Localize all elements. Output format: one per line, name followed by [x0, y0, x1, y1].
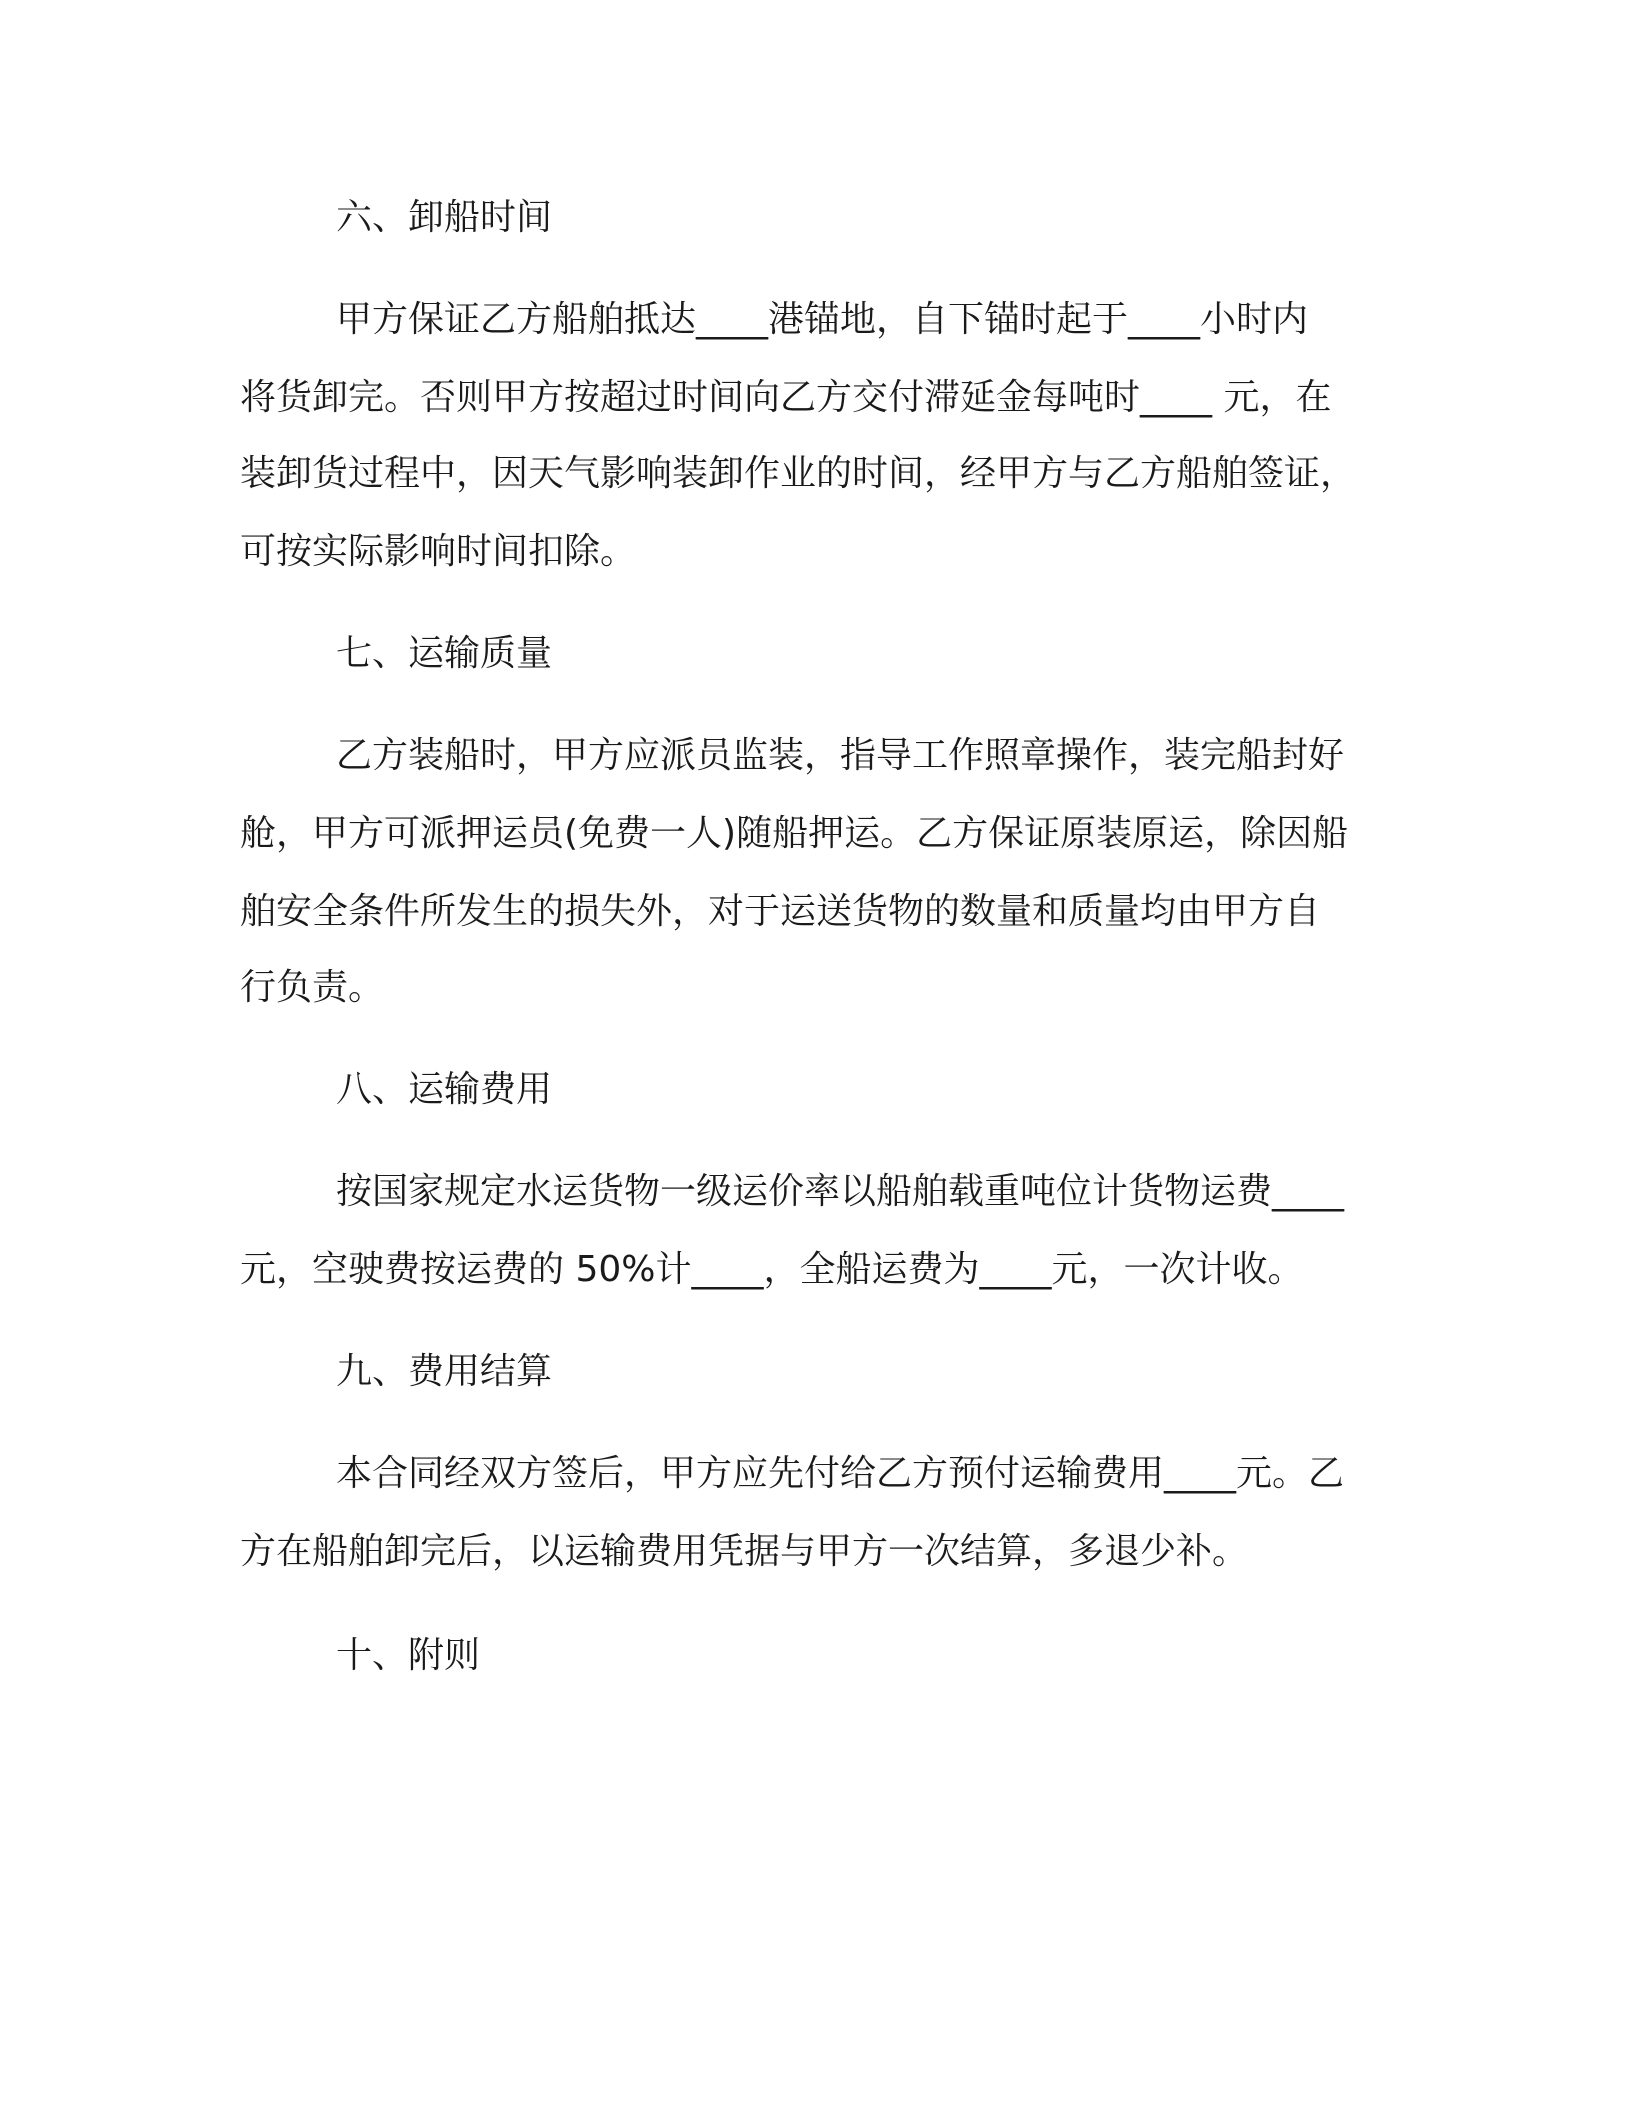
section-line: 将货卸完。否则甲方按超过时间向乙方交付滞延金每吨时____ 元，在: [240, 377, 1332, 418]
section-line: 行负责。: [240, 967, 385, 1008]
section-line: 元，空驶费按运费的 50%计____，全船运费为____元，一次计收。: [240, 1249, 1304, 1290]
section-line: 装卸货过程中，因天气影响装卸作业的时间，经甲方与乙方船舶签证，: [240, 453, 1357, 494]
section-heading-transport-quality: 七、运输质量: [336, 633, 553, 674]
section-heading-fee-settlement: 九、费用结算: [336, 1351, 553, 1392]
section-heading-unloading-time: 六、卸船时间: [336, 197, 553, 238]
section-line: 按国家规定水运货物一级运价率以船舶载重吨位计货物运费____: [336, 1171, 1345, 1212]
section-line: 方在船舶卸完后，以运输费用凭据与甲方一次结算，多退少补。: [240, 1531, 1249, 1572]
section-line: 可按实际影响时间扣除。: [240, 531, 637, 572]
section-heading-transport-fees: 八、运输费用: [336, 1069, 553, 1110]
section-heading-supplementary-provisions: 十、附则: [336, 1635, 481, 1676]
section-line: 舶安全条件所发生的损失外，对于运送货物的数量和质量均由甲方自: [240, 891, 1321, 932]
section-line: 本合同经双方签后，甲方应先付给乙方预付运输费用____元。乙: [336, 1453, 1345, 1494]
section-line: 乙方装船时，甲方应派员监装，指导工作照章操作，装完船封好: [336, 735, 1345, 776]
section-line: 舱，甲方可派押运员(免费一人)随船押运。乙方保证原装原运，除因船: [240, 813, 1349, 854]
section-line: 甲方保证乙方船舶抵达____港锚地，自下锚时起于____小时内: [336, 299, 1309, 340]
